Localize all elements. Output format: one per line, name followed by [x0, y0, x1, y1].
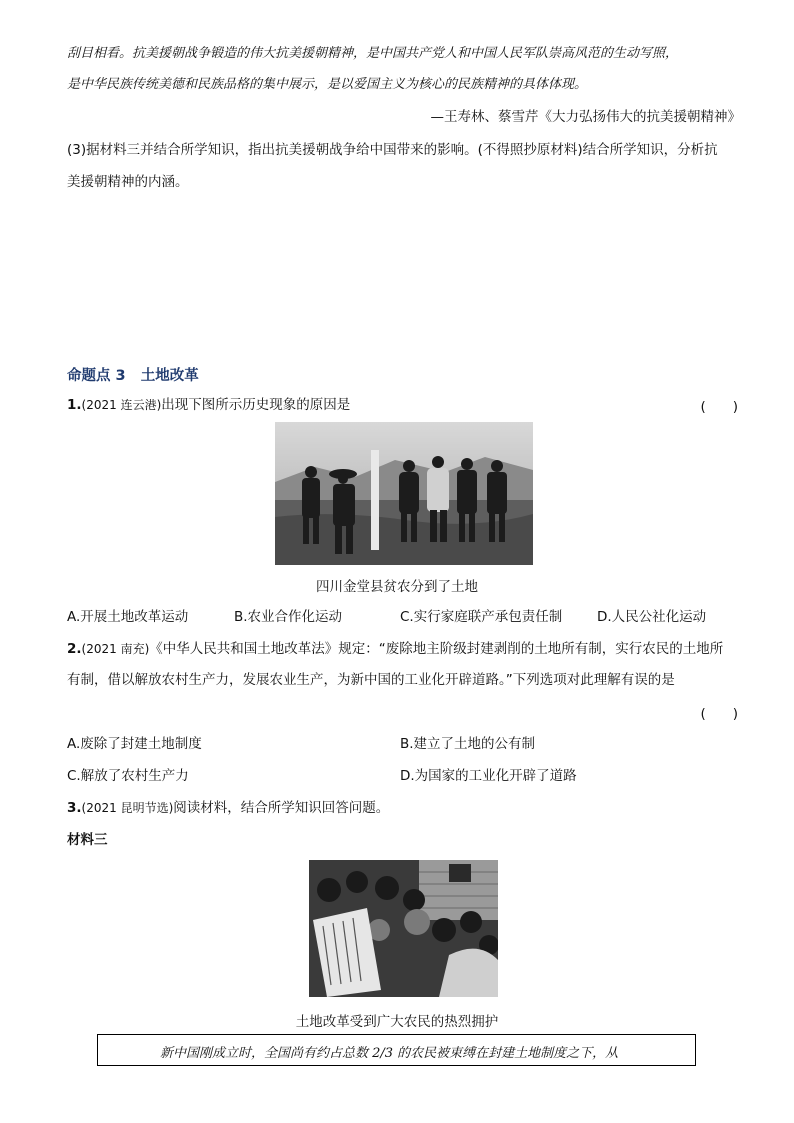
- question-source: (2021 昆明节选): [81, 801, 174, 815]
- material-box: [97, 1034, 696, 1066]
- question-number: 3.: [67, 800, 82, 816]
- question-3: [67, 798, 389, 818]
- answer-paren: ( ): [700, 706, 738, 722]
- option-d[interactable]: D.人民公社化运动: [597, 609, 707, 625]
- question-1: [67, 395, 350, 415]
- question-stem: 《中华人民共和国土地改革法》规定：“废除地主阶级封建剥削的土地所有制，实行农民的土地所: [149, 641, 724, 657]
- section-heading: [67, 364, 199, 385]
- question-number: 2.: [67, 641, 82, 657]
- material-text-line: 是中华民族传统美德和民族品格的集中展示，是以爱国主义为核心的民族精神的具体体现。: [67, 77, 588, 92]
- photo-caption: 土地改革受到广大农民的热烈拥护: [295, 1014, 499, 1030]
- land-reform-photo: [275, 422, 533, 565]
- question-3-part-3: (3)据材料三并结合所学知识，指出抗美援朝战争给中国带来的影响。(不得照抄原材料)结合所学知识，分析抗: [67, 142, 718, 158]
- question-2: [67, 639, 723, 659]
- material-text-line: 刮目相看。抗美援朝战争锻造的伟大抗美援朝精神，是中国共产党人和中国人民军队崇高风范的生动写照，: [67, 46, 679, 61]
- attribution: —王寿林、蔡雪芹《大力弘扬伟大的抗美援朝精神》: [430, 109, 741, 125]
- option-b[interactable]: B.农业合作化运动: [234, 609, 343, 625]
- material-box-text: 新中国刚成立时，全国尚有约占总数 2/3 的农民被束缚在封建土地制度之下，从: [160, 1046, 619, 1061]
- option-c[interactable]: C.解放了农村生产力: [67, 768, 189, 784]
- question-stem: 出现下图所示历史现象的原因是: [161, 397, 351, 413]
- option-d[interactable]: D.为国家的工业化开辟了道路: [400, 768, 577, 784]
- option-a[interactable]: A.废除了封建土地制度: [67, 736, 202, 752]
- peasants-photo: [309, 860, 498, 997]
- question-source: (2021 南充): [81, 642, 150, 656]
- question-3-part-3-cont: 美援朝精神的内涵。: [67, 174, 189, 190]
- option-a[interactable]: A.开展土地改革运动: [67, 609, 189, 625]
- option-b[interactable]: B.建立了土地的公有制: [400, 736, 536, 752]
- section-title: 土地改革: [140, 368, 199, 384]
- question-source: (2021 连云港): [81, 398, 162, 412]
- photo-caption: 四川金堂县贫农分到了土地: [316, 579, 478, 595]
- answer-paren: ( ): [700, 399, 738, 415]
- question-2-cont: 有制，借以解放农村生产力，发展农业生产，为新中国的工业化开辟道路。”下列选项对此理解有误的是: [67, 672, 675, 688]
- question-stem: 阅读材料，结合所学知识回答问题。: [173, 800, 390, 816]
- question-number: 1.: [67, 397, 82, 413]
- option-c[interactable]: C.实行家庭联产承包责任制: [400, 609, 563, 625]
- material-label: 材料三: [67, 832, 108, 848]
- section-label: 命题点 3: [67, 368, 126, 384]
